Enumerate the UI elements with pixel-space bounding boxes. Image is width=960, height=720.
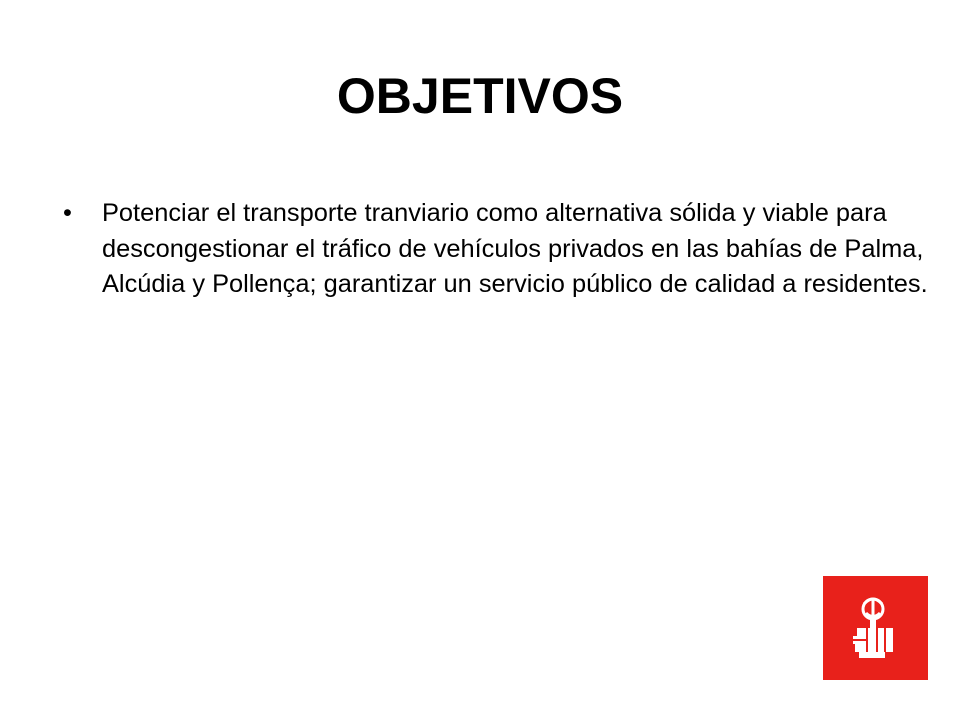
slide-title: OBJETIVOS	[336, 68, 624, 124]
bullet-marker: •	[63, 199, 72, 227]
bullet-text: Potenciar el transporte tranviario como alternativa sólida y viable para descongestionar el tráfico de vehículos privados en las bahías de Palma, Alcúdia y Pollença; garantizar un servicio público de calidad a residentes.	[102, 199, 928, 298]
list-item	[62, 196, 932, 303]
fist-and-rose-icon	[823, 576, 928, 680]
bullet-list	[62, 196, 932, 303]
party-logo	[823, 576, 928, 680]
